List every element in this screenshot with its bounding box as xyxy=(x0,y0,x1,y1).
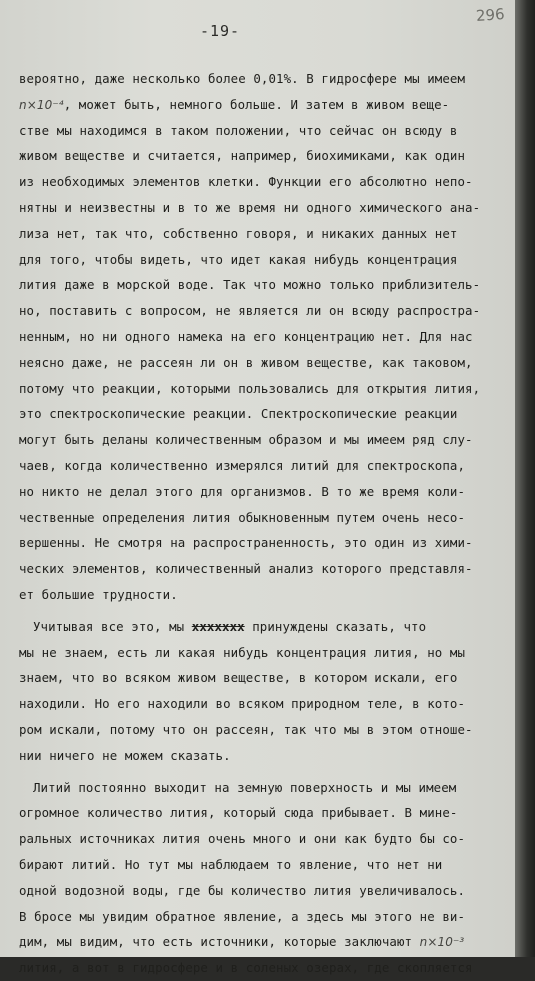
text-line xyxy=(19,169,515,195)
line-text: нятны и неизвестны и в то же время ни одного химического ана- xyxy=(19,199,481,215)
text-line xyxy=(19,505,515,531)
line-text-continued: принуждены сказать, что xyxy=(244,618,427,634)
text-line xyxy=(19,775,515,801)
line-text: для того, чтобы видеть, что идет какая нибудь концентрация xyxy=(19,251,458,267)
text-line xyxy=(19,118,515,144)
text-line xyxy=(19,955,515,981)
text-line xyxy=(19,904,515,930)
line-text: ческих элементов, количественный анализ которого представля- xyxy=(19,561,473,577)
line-text: лития даже в морской воде. Так что можно только приблизитель- xyxy=(19,277,481,293)
text-line xyxy=(19,800,515,826)
text-line xyxy=(19,272,515,298)
text-line xyxy=(19,614,515,640)
text-line xyxy=(19,479,515,505)
line-text: потому что реакции, которыми пользовались для открытия лития, xyxy=(19,380,481,396)
text-line xyxy=(19,665,515,691)
text-line xyxy=(19,221,515,247)
text-line xyxy=(19,453,515,479)
text-line xyxy=(19,324,515,350)
line-text: могут быть деланы количественным образом и мы имеем ряд слу- xyxy=(19,432,473,448)
archive-number: 296 xyxy=(475,5,506,25)
text-line xyxy=(19,929,515,955)
line-text: вероятно, даже несколько более 0,01%. В гидросфере мы имеем xyxy=(19,71,466,86)
text-line xyxy=(19,717,515,743)
text-line xyxy=(19,298,515,324)
text-line xyxy=(19,195,515,221)
line-text: лиза нет, так что, собственно говоря, и никаких данных нет xyxy=(19,225,458,241)
text-line xyxy=(19,143,515,169)
text-line xyxy=(19,376,515,402)
line-text: одной водозной воды, где бы количество лития увеличивалось. xyxy=(19,882,466,898)
text-line xyxy=(19,826,515,852)
line-text: из необходимых элементов клетки. Функции его абсолютно непо- xyxy=(19,174,473,190)
text-line xyxy=(19,92,515,118)
line-text: огромное количество лития, который сюда прибывает. В мине- xyxy=(19,805,458,821)
text-line xyxy=(19,852,515,878)
line-text-continued: , может быть, немного больше. И затем в живом веще- xyxy=(63,96,450,112)
text-line xyxy=(19,247,515,273)
text-line xyxy=(19,691,515,717)
text-line xyxy=(19,66,515,92)
line-text: знаем, что во всяком живом веществе, в котором искали, его xyxy=(19,670,458,686)
line-text: это спектроскопические реакции. Спектроскопические реакции xyxy=(19,406,458,422)
line-text: но никто не делал этого для организмов. В то же время коли- xyxy=(19,483,466,499)
struck-out-word: ххххххх xyxy=(191,618,245,634)
text-line xyxy=(19,530,515,556)
line-text: мы не знаем, есть ли какая нибудь концентрация лития, но мы xyxy=(19,644,466,660)
line-text: вершенны. Не смотря на распространенность, это один из хими- xyxy=(19,535,473,551)
line-text: ром искали, потому что он рассеян, так что мы в этом отноше- xyxy=(19,721,473,737)
line-text: ральных источниках лития очень много и они как будто бы со- xyxy=(19,831,466,847)
handwritten-note: n×10⁻³ xyxy=(419,935,465,950)
line-text: Учитывая все это, мы xyxy=(33,618,192,634)
body-text xyxy=(19,66,515,981)
line-text: нии ничего не можем сказать. xyxy=(19,747,231,763)
line-text: бирают литий. Но тут мы наблюдаем то явление, что нет ни xyxy=(19,856,443,872)
text-line xyxy=(19,878,515,904)
line-text: живом веществе и считается, например, биохимиками, как один xyxy=(19,148,466,164)
line-text: В бросе мы увидим обратное явление, а здесь мы этого не ви- xyxy=(19,908,466,924)
line-text: стве мы находимся в таком положении, что сейчас он всюду в xyxy=(19,122,458,138)
line-text: неясно даже, не рассеян ли он в живом веществе, как таковом, xyxy=(19,354,473,370)
text-line xyxy=(19,401,515,427)
text-line xyxy=(19,427,515,453)
line-text: ет большие трудности. xyxy=(19,586,178,602)
text-line xyxy=(19,640,515,666)
line-text: находили. Но его находили во всяком природном теле, в кото- xyxy=(19,696,466,712)
line-text: Литий постоянно выходит на земную поверхность и мы имеем xyxy=(33,779,457,795)
text-line xyxy=(19,350,515,376)
line-text: чественные определения лития обыкновенным путем очень несо- xyxy=(19,509,466,525)
scan-edge xyxy=(515,0,535,957)
page-number: -19- xyxy=(199,22,241,40)
line-text: но, поставить с вопросом, не является ли он всюду распростра- xyxy=(19,303,481,319)
handwritten-note: n×10⁻⁴ xyxy=(19,97,64,112)
line-text: лития, а вот в гидросфере и в соленых озерах, где скопляется xyxy=(19,960,473,976)
text-line xyxy=(19,582,515,608)
line-text: ненным, но ни одного намека на его концентрацию нет. Для нас xyxy=(19,328,473,344)
line-text: чаев, когда количественно измерялся литий для спектроскопа, xyxy=(19,457,466,473)
line-text: дим, мы видим, что есть источники, которые заключают xyxy=(19,934,413,950)
text-line xyxy=(19,556,515,582)
text-line xyxy=(19,743,515,769)
